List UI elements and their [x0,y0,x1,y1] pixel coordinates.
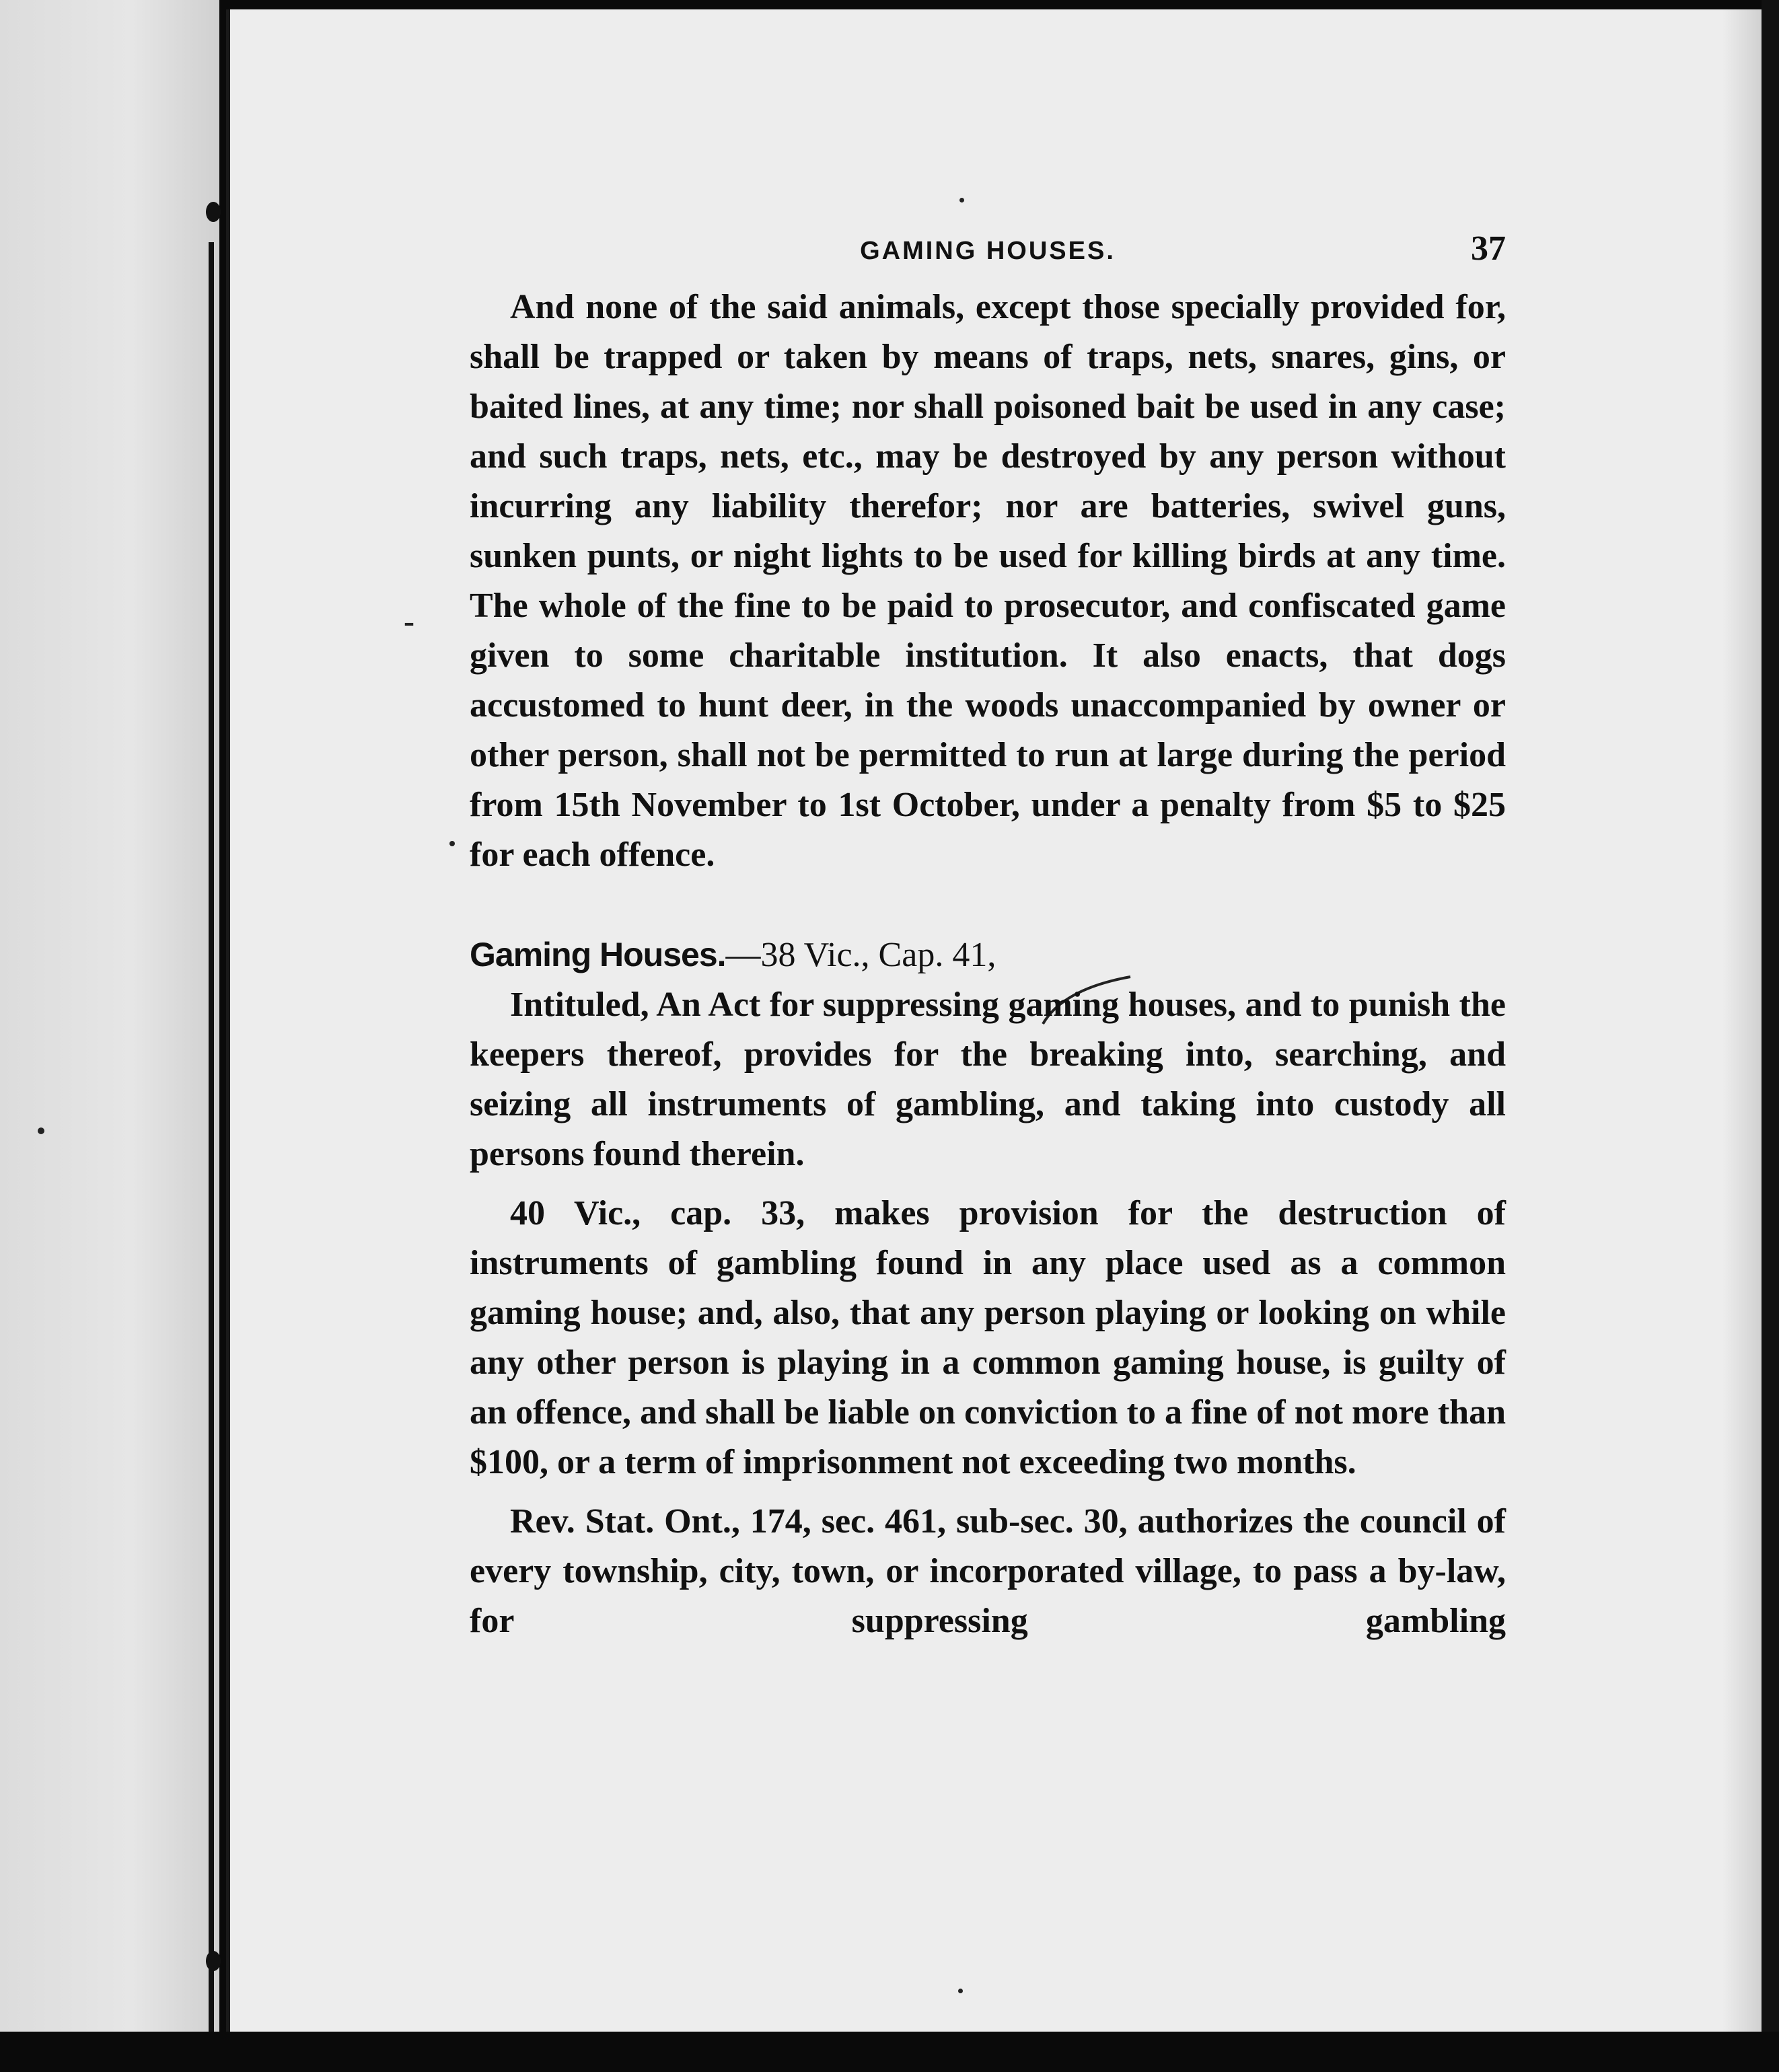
binding-stitch-bottom [206,1951,221,1971]
page-text-block [470,229,1506,1646]
section-heading [470,930,1506,980]
section-heading-citation: —38 Vic., Cap. 41, [725,936,996,974]
stray-ink-dot [449,841,455,846]
section-heading-label: Gaming Houses. [470,936,726,973]
game-law-paragraph: And none of the said animals, except those specially provided for, shall be trapped or taken by means of traps, nets, snares, gins, or baited lines, at any time; nor shall poisoned bait be used in any case; and such traps, nets, etc., may be destroyed by any person without incurring any liability therefor; nor are batteries, swivel guns, sunken punts, or night lights to be used for killing birds at any time. The whole of the fine to be paid to prosecutor, and confiscated game given to some charitable institution. It also enacts, that dogs accustomed to hunt deer, in the woods unaccompanied by owner or other person, shall not be permitted to run at large during the period from 15th November to 1st October, under a penalty from $5 to $25 for each offence. [470,288,1506,874]
stray-ink-dot [959,198,964,202]
binding-stitch-top [206,202,221,222]
margin-dash-mark: - [404,603,414,639]
bottom-book-edge [0,2032,1779,2072]
page-number: 37 [1471,229,1506,268]
bylaw-paragraph: Rev. Stat. Ont., 174, sec. 461, sub-sec. 30, authorizes the council of every township, city, town, or incorporated village, to pass a by-law, for suppressing gambling [470,1502,1506,1640]
right-book-edge [1762,0,1779,2072]
book-gutter-binding [209,242,214,2059]
gaming-act-paragraph: Intituled, An Act for suppressing gaming houses, and to punish the keepers thereof, provides for the breaking into, searching, and seizing all instruments of gambling, and taking into custody all persons found therein. [470,986,1506,1173]
running-head-title: GAMING HOUSES. [860,237,1116,265]
running-head [470,229,1506,283]
stray-ink-dot [958,1989,963,1993]
gambling-instruments-paragraph: 40 Vic., cap. 33, makes provision for the destruction of instruments of gambling found in any place used as a common gaming house; and, also, that any person playing or looking on while any other person is playing in a common gaming house, is guilty of an offence, and shall be liable on conviction to a fine of not more than $100, or a term of imprisonment not exceeding two months. [470,1194,1506,1481]
page-edge-shadow [1722,9,1762,2032]
stray-ink-dot [38,1127,44,1134]
facing-page-leaf [0,0,219,2032]
